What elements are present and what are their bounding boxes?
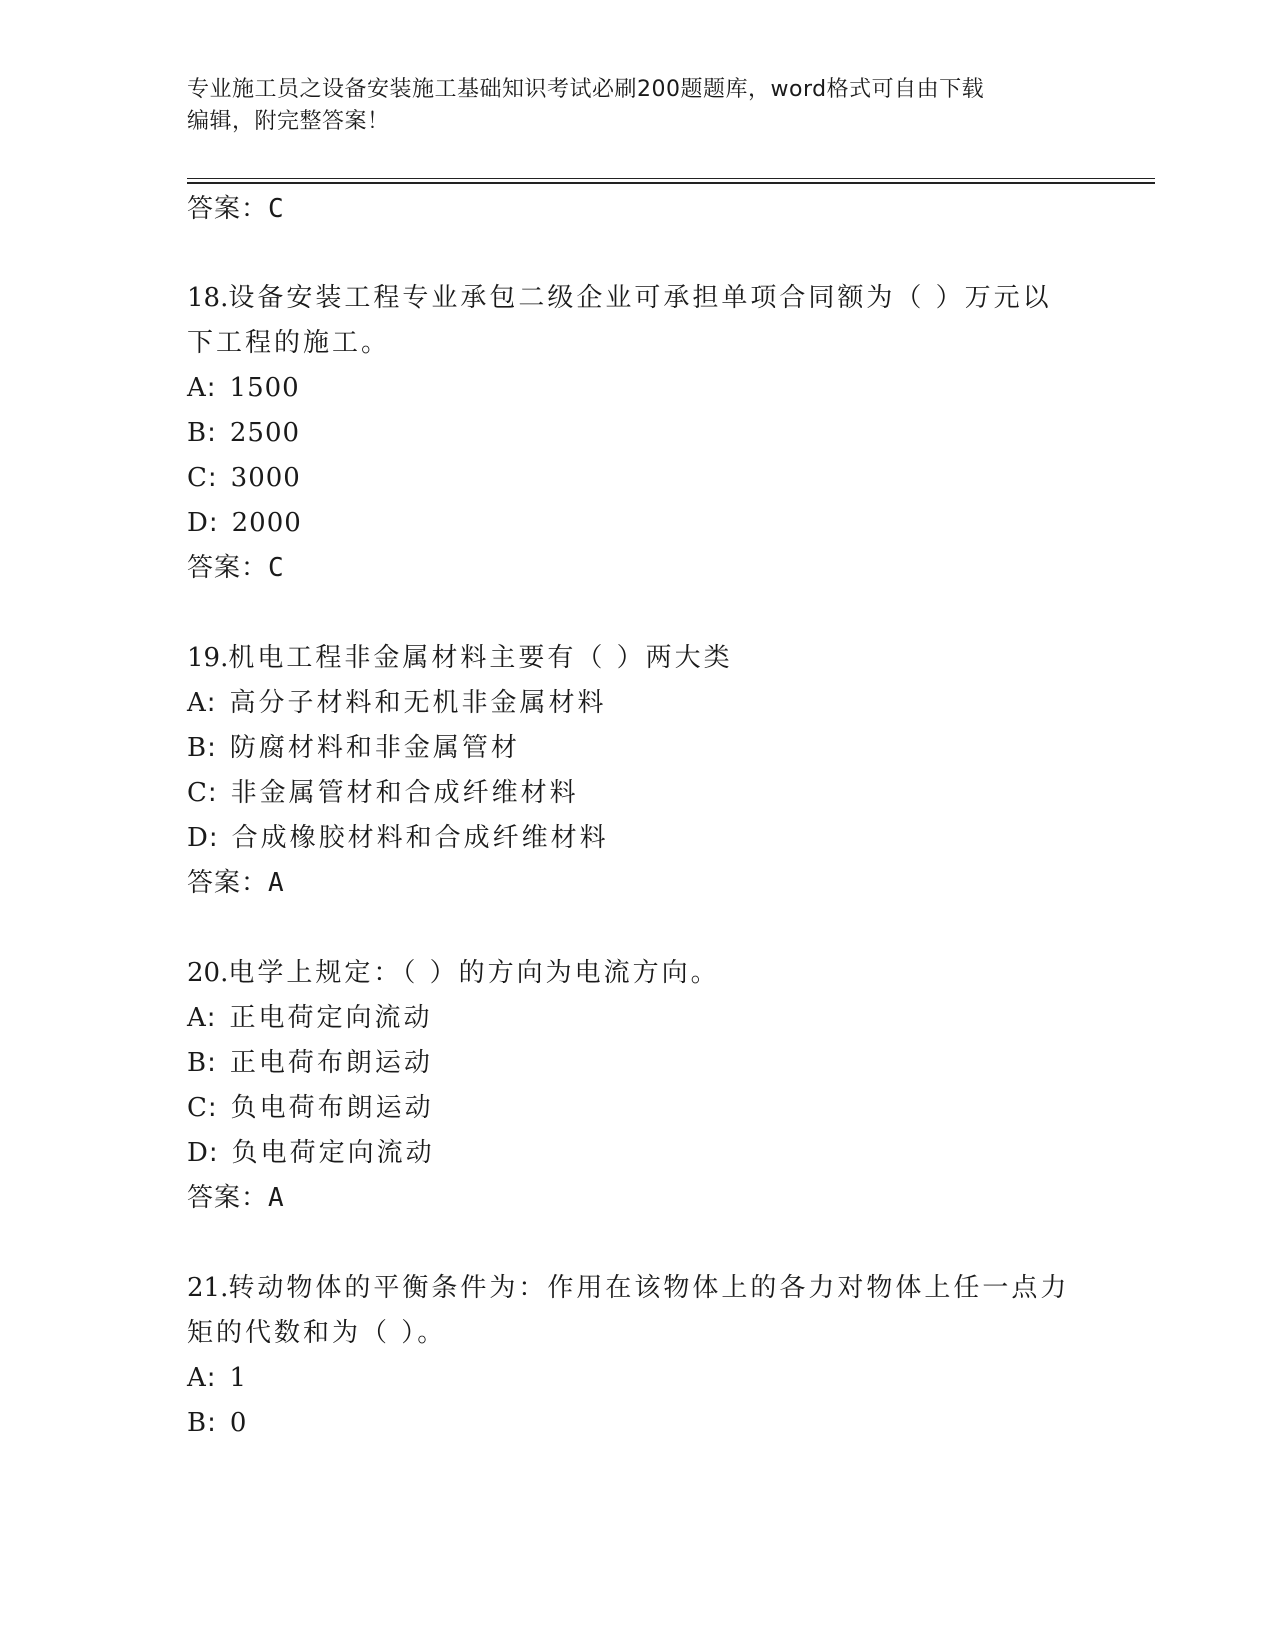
option-letter: A (187, 688, 207, 718)
answer-label: 答案： (187, 194, 269, 224)
question-stem-continuation (187, 327, 390, 359)
option-letter: C (187, 1093, 208, 1123)
question-stem (187, 1272, 1069, 1304)
option-separator: : (208, 1138, 218, 1168)
option-d (187, 507, 302, 539)
option-a (187, 1002, 433, 1034)
answer-value: C (268, 553, 285, 583)
answer-value: A (268, 868, 285, 898)
question-stem (187, 957, 720, 989)
option-separator: : (206, 688, 216, 718)
option-b (187, 1047, 433, 1079)
option-text: 负电荷布朗运动 (230, 1093, 434, 1123)
option-text: 合成橡胶材料和合成纤维材料 (231, 823, 609, 853)
question-number: 21. (187, 1273, 229, 1303)
header-divider-thick (187, 182, 1155, 184)
question-stem-line2: 下工程的施工。 (187, 328, 391, 358)
option-text: 高分子材料和无机非金属材料 (229, 688, 607, 718)
option-letter: C (187, 463, 208, 493)
option-a (187, 372, 300, 404)
option-text: 3000 (230, 463, 301, 493)
option-separator: : (207, 1048, 216, 1078)
option-separator: : (207, 778, 217, 808)
option-separator: : (206, 1363, 216, 1393)
document-header (187, 74, 1067, 138)
question-stem-line1: 电学上规定：（ ）的方向为电流方向。 (228, 958, 720, 988)
option-text: 1 (229, 1363, 248, 1393)
answer-label: 答案： (187, 868, 269, 898)
question-number: 18. (187, 283, 229, 313)
option-separator: : (208, 508, 218, 538)
option-letter: C (187, 778, 208, 808)
option-letter: B (187, 418, 208, 448)
answer-label: 答案： (187, 553, 269, 583)
option-text: 非金属管材和合成纤维材料 (230, 778, 579, 808)
option-separator: : (208, 823, 218, 853)
option-separator: : (206, 373, 216, 403)
question-stem-line1: 转动物体的平衡条件为：作用在该物体上的各力对物体上任一点力 (228, 1273, 1070, 1303)
option-text: 0 (229, 1408, 248, 1438)
option-text: 1500 (229, 373, 300, 403)
header-divider-thin (187, 178, 1155, 179)
option-separator: : (207, 463, 217, 493)
option-separator: : (207, 418, 216, 448)
option-text: 正电荷定向流动 (229, 1003, 433, 1033)
option-d (187, 1137, 435, 1169)
option-c (187, 777, 579, 809)
question-stem-line2: 矩的代数和为（ ）。 (187, 1318, 447, 1348)
question-answer (187, 552, 285, 584)
option-c (187, 462, 301, 494)
option-text: 2500 (229, 418, 301, 448)
option-text: 防腐材料和非金属管材 (229, 733, 520, 763)
question-number: 19. (187, 643, 229, 673)
header-title-line2: 编辑，附完整答案！ (187, 109, 390, 134)
question-answer (187, 1182, 285, 1214)
option-c (187, 1092, 434, 1124)
option-separator: : (207, 1408, 216, 1438)
option-separator: : (207, 1093, 217, 1123)
option-text: 负电荷定向流动 (231, 1138, 435, 1168)
option-letter: A (187, 1363, 207, 1393)
answer-value: A (268, 1183, 285, 1213)
option-b (187, 732, 520, 764)
answer-label: 答案： (187, 1183, 269, 1213)
option-letter: D (187, 1138, 209, 1168)
question-stem-line1: 设备安装工程专业承包二级企业可承担单项合同额为（ ）万元以 (228, 283, 1052, 313)
option-letter: D (187, 823, 209, 853)
option-text: 正电荷布朗运动 (229, 1048, 433, 1078)
option-separator: : (207, 733, 216, 763)
option-a (187, 687, 607, 719)
option-separator: : (206, 1003, 216, 1033)
option-b (187, 417, 300, 449)
question-stem-line1: 机电工程非金属材料主要有（ ）两大类 (228, 643, 733, 673)
option-d (187, 822, 609, 854)
option-letter: B (187, 733, 208, 763)
option-letter: A (187, 1003, 207, 1033)
question-answer (187, 867, 285, 899)
option-b (187, 1407, 247, 1439)
question-stem (187, 642, 733, 674)
option-a (187, 1362, 247, 1394)
option-text: 2000 (231, 508, 302, 538)
previous-answer (187, 193, 285, 225)
question-number: 20. (187, 958, 229, 988)
question-stem (187, 282, 1052, 314)
question-stem-continuation (187, 1317, 446, 1349)
answer-value: C (268, 194, 285, 224)
header-title-line1: 专业施工员之设备安装施工基础知识考试必刷200题题库，word格式可自由下载 (187, 77, 985, 102)
option-letter: D (187, 508, 209, 538)
option-letter: B (187, 1408, 208, 1438)
option-letter: B (187, 1048, 208, 1078)
option-letter: A (187, 373, 207, 403)
